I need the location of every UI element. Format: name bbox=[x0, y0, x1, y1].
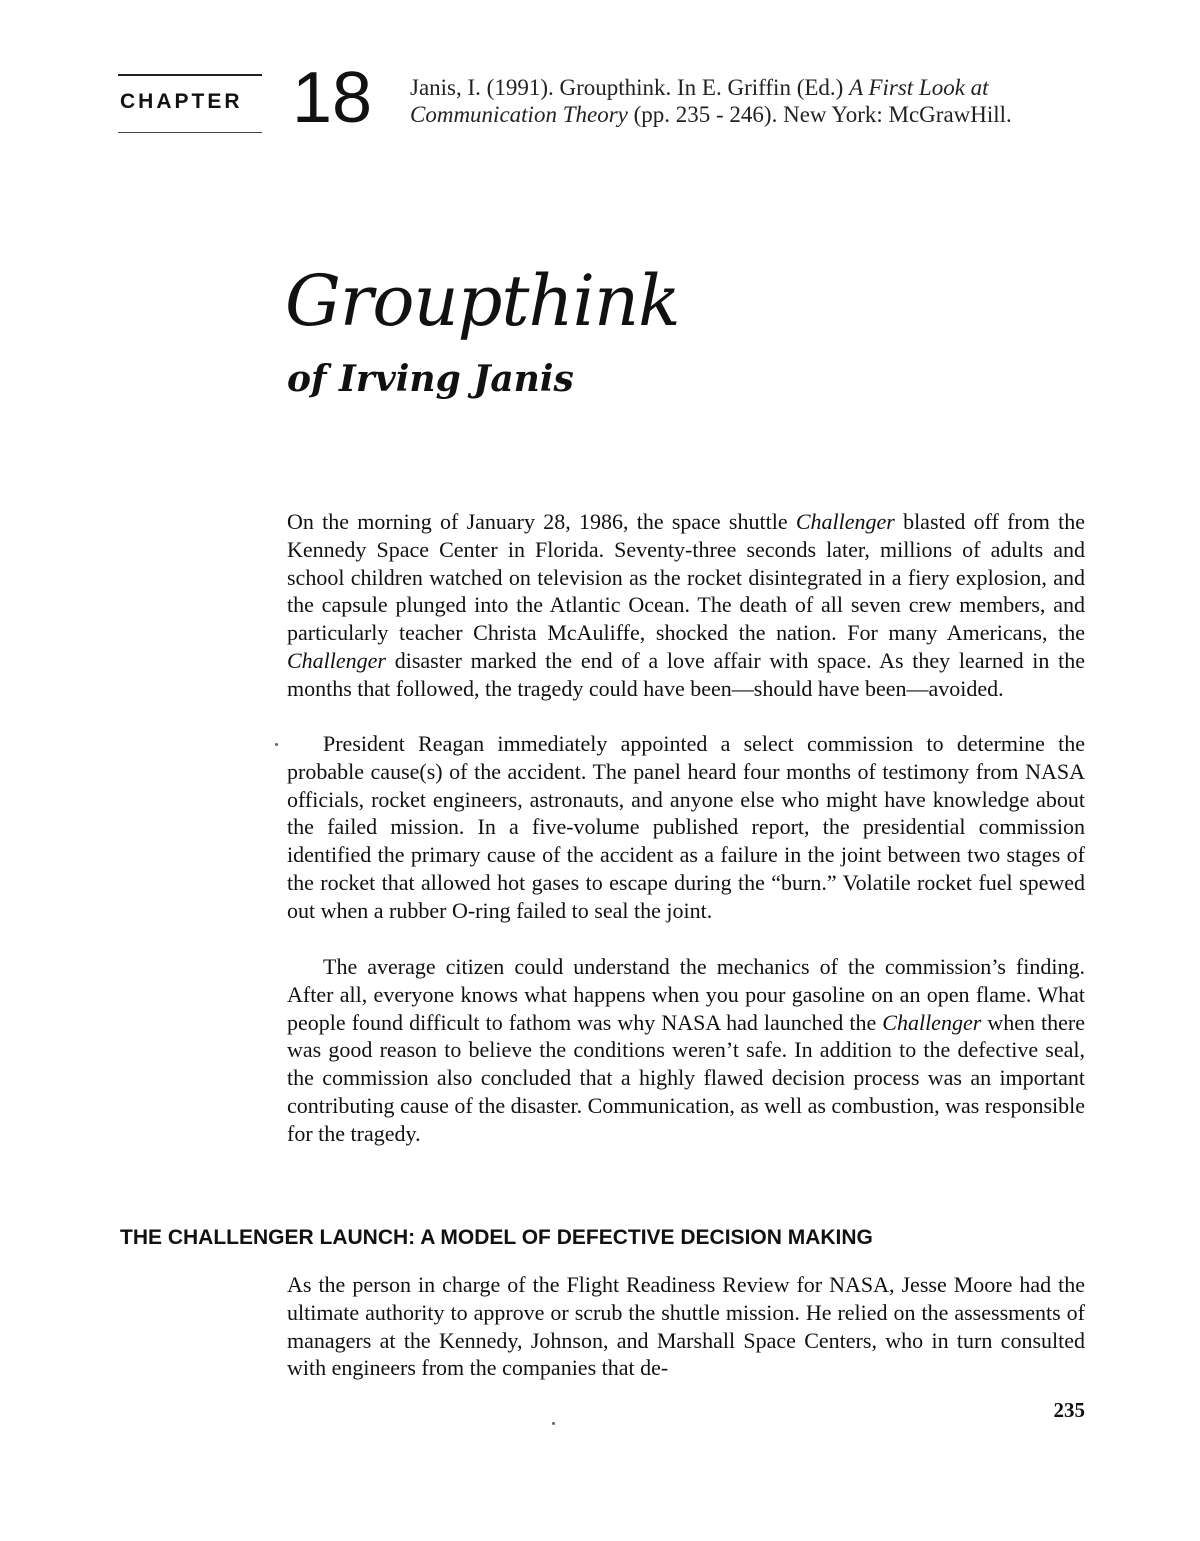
scan-speck bbox=[552, 1422, 555, 1425]
chapter-rule-bottom bbox=[118, 132, 262, 133]
chapter-title: Groupthink bbox=[285, 260, 680, 342]
citation-text: Janis, I. (1991). Groupthink. In E. Griffin (Ed.) bbox=[410, 75, 850, 100]
paragraph-4 bbox=[287, 1271, 1085, 1382]
citation-book-title-cont: Communication Theory bbox=[410, 102, 628, 127]
shuttle-name: Challenger bbox=[795, 509, 895, 534]
paragraph-1 bbox=[287, 508, 1085, 703]
citation-line-2 bbox=[410, 101, 1150, 128]
chapter-label: CHAPTER bbox=[120, 90, 243, 113]
citation-book-title: A First Look at bbox=[849, 75, 989, 100]
paragraph-text: On the morning of January 28, 1986, the space shuttle bbox=[287, 509, 796, 534]
scan-speck bbox=[275, 743, 278, 746]
citation-publisher: (pp. 235 - 246). New York: McGrawHill. bbox=[627, 102, 1012, 127]
paragraph-text: disaster marked the end of a love affair with space. As they learned in the months that followed, the tragedy could have been—should have been—avoided. bbox=[287, 647, 1085, 701]
page-number: 235 bbox=[1053, 1398, 1085, 1422]
chapter-subtitle: of Irving Janis bbox=[287, 358, 574, 400]
chapter-rule-top bbox=[118, 74, 262, 76]
paragraph-text: The average citizen could understand the mechanics of the commission’s finding. After all, everyone knows what happens when you pour gasoline on an open flame. What people found difficult to fathom was why NASA had launched the bbox=[287, 954, 1085, 1035]
paragraph-2 bbox=[287, 730, 1085, 925]
paragraph-3 bbox=[287, 953, 1085, 1148]
section-heading: THE CHALLENGER LAUNCH: A MODEL OF DEFECTIVE DECISION MAKING bbox=[120, 1226, 873, 1249]
citation bbox=[410, 74, 1150, 128]
paragraph-text: President Reagan immediately appointed a select commission to determine the probable cause(s) of the accident. The panel heard four months of testimony from NASA officials, rocket engineers, astronauts, and anyone else who might have knowledge about the failed mission. In a five-volume published report, the presidential commission identified the primary cause of the accident as a failure in the joint between two stages of the rocket that allowed hot gases to escape during the “burn.” Volatile rocket fuel spewed out when a rubber O-ring failed to seal the joint. bbox=[287, 731, 1085, 923]
citation-line-1 bbox=[410, 74, 1150, 101]
paragraph-text: when there was good reason to believe the conditions weren’t safe. In addition to the defective seal, the commission also concluded that a highly flawed decision process was an important contributing cause of the disaster. Communication, as well as combustion, was responsible for the tragedy. bbox=[287, 1009, 1086, 1146]
shuttle-name: Challenger bbox=[287, 647, 386, 673]
paragraph-text: As the person in charge of the Flight Readiness Review for NASA, Jesse Moore had the ultimate authority to approve or scrub the shuttle mission. He relied on the assessments of managers at the Kennedy, Johnson, and Marshall Space Centers, who in turn consulted with engineers from the companies that de- bbox=[287, 1272, 1085, 1381]
chapter-number: 18 bbox=[292, 58, 373, 138]
paragraph-text: blasted off from the Kennedy Space Center in Florida. Seventy-three seconds later, millions of adults and school children watched on television as the rocket disintegrated in a fiery explosion, and the capsule plunged into the Atlantic Ocean. The death of all seven crew members, and particularly teacher Christa McAuliffe, shocked the nation. For many Americans, the bbox=[287, 509, 1085, 646]
shuttle-name: Challenger bbox=[882, 1009, 982, 1035]
